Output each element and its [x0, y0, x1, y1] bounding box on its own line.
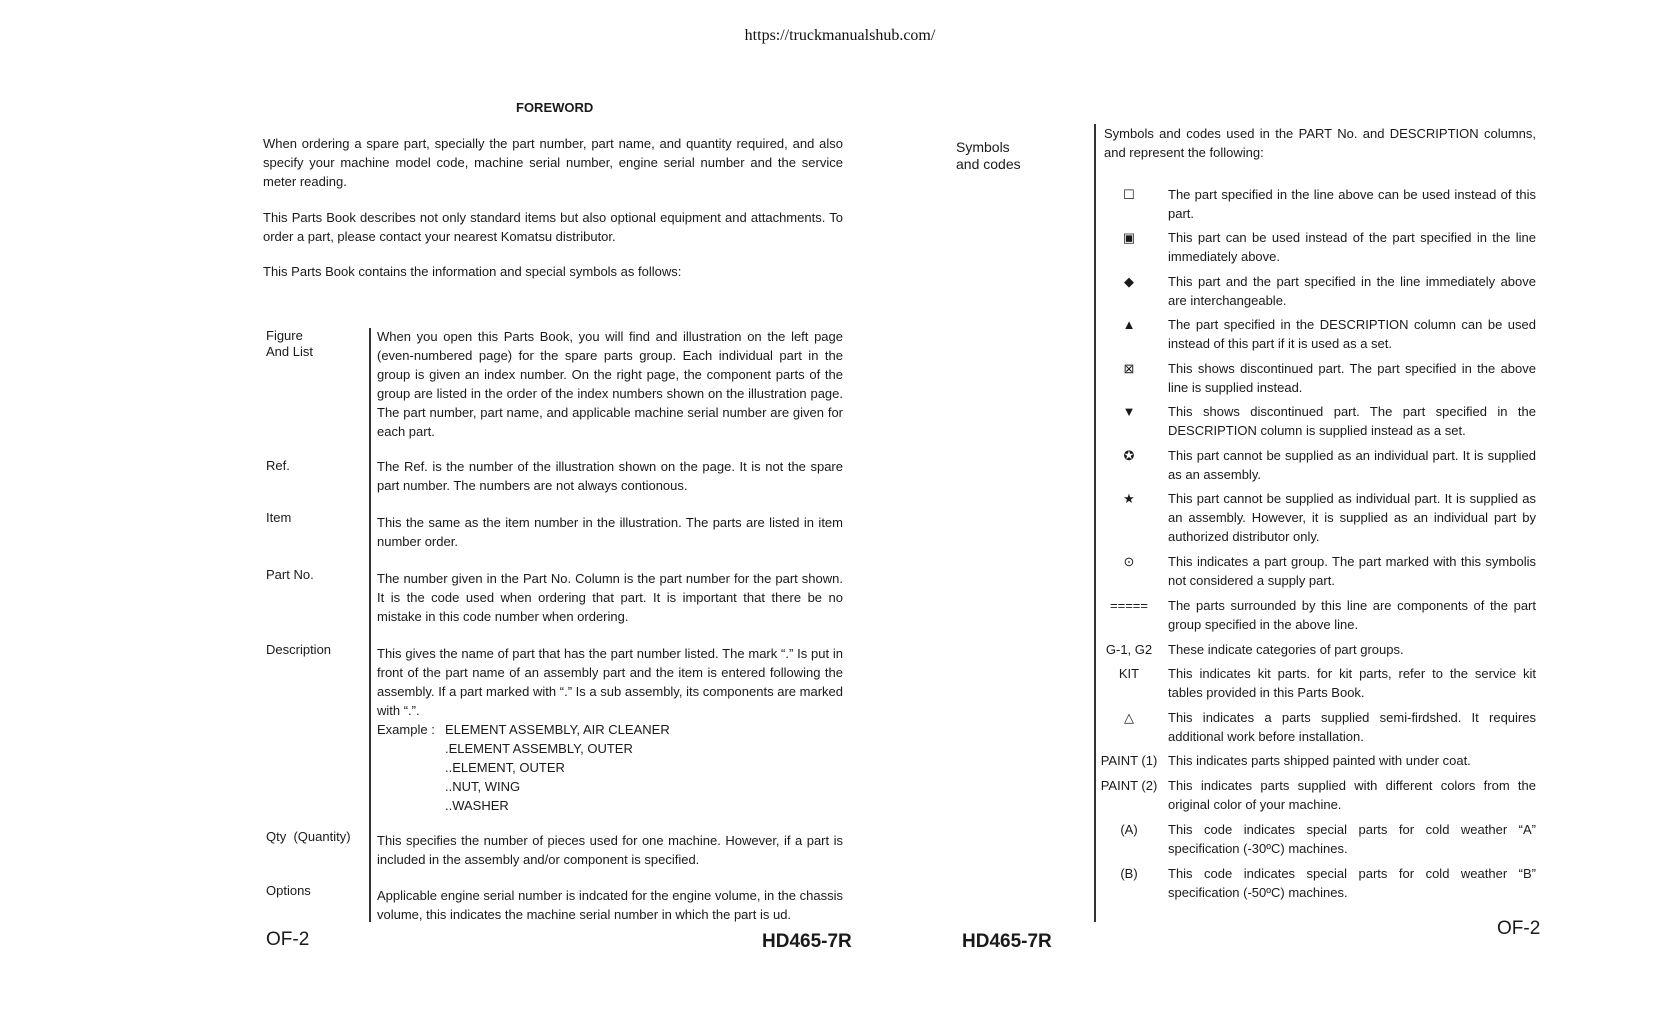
symbol-code: PAINT (1)	[1100, 753, 1158, 768]
desc-figure-and-list: When you open this Parts Book, you will find and illustration on the left page (even-numbered page) for the spare parts group. Each individual part in the group is given an index number. On the right page, the component parts of the group are listed in the order of the index numbers shown on the illustration page. The part number, part name, and applicable machine serial number are given for each part.	[377, 329, 843, 439]
square-icon: ☐	[1123, 187, 1135, 202]
desc-qty: This specifies the number of pieces used for one machine. However, if a part is included in the assembly and/or component is specified.	[377, 833, 843, 867]
triangle-down-icon: ▼	[1122, 404, 1136, 419]
symbol-description: This shows discontinued part. The part specified in the above line is supplied instead.	[1168, 361, 1536, 395]
symbol-description: The parts surrounded by this line are components of the part group specified in the above line.	[1168, 598, 1536, 632]
symbol-description: This part and the part specified in the line immediately above are interchangeable.	[1168, 274, 1536, 308]
intro-paragraph-1: When ordering a spare part, specially the part number, part name, and quantity required, and also specify your machine model code, machine serial number, engine serial number and the service meter reading.	[263, 136, 843, 189]
right-page-number: OF-2	[1497, 918, 1541, 939]
term-symbols-and-codes: Symbols and codes	[956, 139, 1021, 172]
square-x-icon: ⊠	[1123, 361, 1135, 376]
example-label: Example :	[377, 722, 435, 737]
example-line: .ELEMENT ASSEMBLY, OUTER	[445, 741, 633, 756]
example-block	[377, 720, 843, 815]
intro-paragraph-2: This Parts Book describes not only standard items but also optional equipment and attachments. To order a part, please contact your nearest Komatsu distributor.	[263, 210, 843, 244]
term-part-no: Part No.	[266, 567, 314, 582]
term-figure-and-list: Figure And List	[266, 328, 313, 359]
term-options: Options	[266, 883, 311, 898]
symbol-code: (A)	[1120, 822, 1138, 837]
term-item: Item	[266, 510, 292, 525]
symbol-description: This part cannot be supplied as individual part. It is supplied as an assembly. However, it is supplied as an individual part by authorized distributor only.	[1168, 491, 1536, 544]
symbol-description: These indicate categories of part groups.	[1168, 642, 1404, 657]
desc-part-no: The number given in the Part No. Column is the part number for the part shown. It is the code used when ordering that part. It is important that there be no mistake in this code number when ordering.	[377, 571, 843, 624]
symbol-description: This shows discontinued part. The part specified in the DESCRIPTION column is supplied instead as a set.	[1168, 404, 1536, 438]
desc-item: This the same as the item number in the illustration. The parts are listed in item number order.	[377, 515, 843, 549]
symbol-code: G-1, G2	[1105, 642, 1153, 657]
circle-dot-icon: ⊙	[1123, 554, 1135, 569]
left-page-number: OF-2	[266, 929, 310, 950]
symbol-description: This indicates parts shipped painted with under coat.	[1168, 753, 1471, 768]
example-line: ..ELEMENT, OUTER	[445, 760, 565, 775]
desc-options: Applicable engine serial number is indcated for the engine volume, in the chassis volume, this indicates the machine serial number in which the part is ud.	[377, 888, 843, 922]
star-filled-icon: ★	[1123, 491, 1135, 506]
example-line: ..WASHER	[445, 798, 509, 813]
symbol-description: This indicates parts supplied with different colors from the original color of your machine.	[1168, 778, 1536, 812]
triangle-up-icon: ▲	[1122, 317, 1136, 332]
symbol-code: KIT	[1118, 666, 1140, 681]
star-outline-icon: ✪	[1123, 448, 1135, 463]
symbol-description: This code indicates special parts for cold weather “B” specification (-50ºC) machines.	[1168, 866, 1536, 900]
example-line: ..NUT, WING	[445, 779, 521, 794]
symbol-code: (B)	[1120, 866, 1138, 881]
desc-ref: The Ref. is the number of the illustration shown on the page. It is not the spare part number. The numbers are not always contionous.	[377, 459, 843, 493]
symbol-description: This indicates a parts supplied semi-firdshed. It requires additional work before installation.	[1168, 710, 1536, 744]
source-url[interactable]: https://truckmanualshub.com/	[744, 27, 936, 44]
symbol-description: This code indicates special parts for cold weather “A” specification (-30ºC) machines.	[1168, 822, 1536, 856]
example-line: ELEMENT ASSEMBLY, AIR CLEANER	[445, 722, 670, 737]
desc-description	[377, 644, 843, 815]
triangle-outline-icon: △	[1124, 710, 1134, 725]
foreword-title: FOREWORD	[516, 100, 594, 115]
symbol-description: The part specified in the DESCRIPTION column can be used instead of this part if it is used as a set.	[1168, 317, 1536, 351]
symbols-intro: Symbols and codes used in the PART No. and DESCRIPTION columns, and represent the following:	[1104, 126, 1536, 160]
description-text: This gives the name of part that has the part number listed. The mark “.” Is put in front of the part name of an assembly part and the item is entered following the assembly. If a part marked with “.” Is a sub assembly, its components are marked with “.”.	[377, 646, 843, 718]
intro-paragraph-3: This Parts Book contains the information and special symbols as follows:	[263, 264, 682, 279]
symbol-description: This indicates a part group. The part marked with this symbolis not considered a supply part.	[1168, 554, 1536, 588]
left-column-divider	[369, 328, 371, 922]
term-qty: Qty (Quantity)	[266, 829, 351, 844]
symbol-description: This indicates kit parts. for kit parts, refer to the service kit tables provided in this Parts Book.	[1168, 666, 1536, 700]
diamond-icon: ◆	[1124, 274, 1134, 289]
symbol-description: This part cannot be supplied as an individual part. It is supplied as an assembly.	[1168, 448, 1536, 482]
term-description: Description	[266, 642, 332, 657]
symbol-description: The part specified in the line above can be used instead of this part.	[1168, 187, 1536, 221]
term-ref: Ref.	[266, 458, 290, 473]
symbol-code: PAINT (2)	[1100, 778, 1158, 793]
double-line-icon: =====	[1110, 598, 1148, 613]
symbol-description: This part can be used instead of the part specified in the line immediately above.	[1168, 230, 1536, 264]
left-model-code: HD465-7R	[762, 931, 852, 952]
square-dot-icon: ▣	[1122, 230, 1136, 245]
right-model-code: HD465-7R	[962, 931, 1052, 952]
